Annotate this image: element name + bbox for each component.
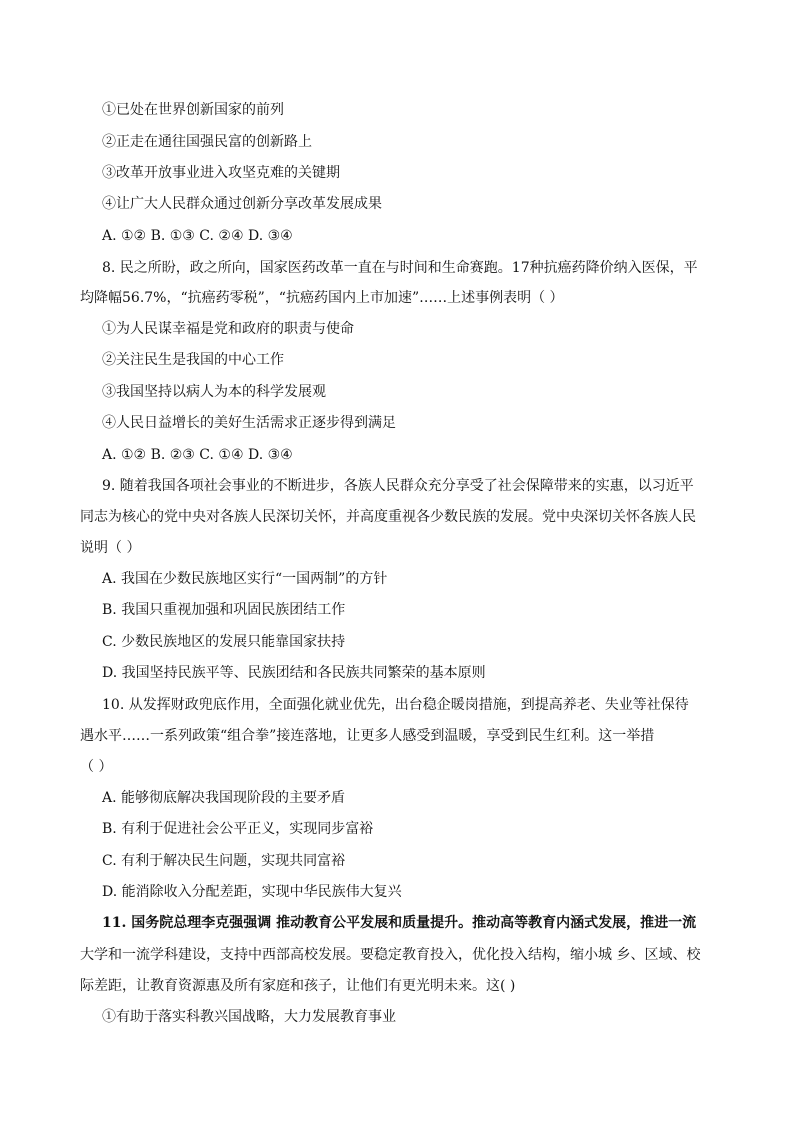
q7-option-2: ②正走在通往国强民富的创新路上 <box>102 134 312 150</box>
q11-stem-line1: 11. 国务院总理李克强强调 推动教育公平发展和质量提升。推动高等教育内涵式发展，推进一流 <box>102 915 697 931</box>
q10-option-a: A. 能够彻底解决我国现阶段的主要矛盾 <box>102 790 346 806</box>
q11-option-1: ①有助于落实科教兴国战略，大力发展教育事业 <box>102 1009 396 1025</box>
q10-stem-line1: 10. 从发挥财政兜底作用，全面强化就业优先，出台稳企暖岗措施，到提高养老、失业等社保待 <box>102 697 689 713</box>
q7-option-3: ③改革开放事业进入攻坚克难的关键期 <box>102 165 340 181</box>
q10-option-c: C. 有利于解决民生问题，实现共同富裕 <box>102 853 346 869</box>
q8-stem-line2: 均降幅56.7%，“抗癌药零税”，“抗癌药国内上市加速”……上述事例表明（ ） <box>80 290 564 306</box>
q10-stem-line3: （ ） <box>80 759 113 775</box>
q9-stem-line2: 同志为核心的党中央对各族人民深切关怀，并高度重视各少数民族的发展。党中央深切关怀各族人民 <box>80 509 696 525</box>
q8-option-4: ④人民日益增长的美好生活需求正逐步得到满足 <box>102 415 396 431</box>
q10-option-b: B. 有利于促进社会公平正义，实现同步富裕 <box>102 821 374 837</box>
q11-stem-line2: 大学和一流学科建设，支持中西部高校发展。要稳定教育投入，优化投入结构，缩小城 乡、区域、校 <box>80 947 701 963</box>
q10-stem-line2: 遇水平……一系列政策“组合拳”接连落地，让更多人感受到温暖，享受到民生红利。这一举措 <box>80 728 655 744</box>
q7-option-1: ①已处在世界创新国家的前列 <box>102 102 284 118</box>
q9-stem-line1: 9. 随着我国各项社会事业的不断进步，各族人民群众充分享受了社会保障带来的实惠，以习近平 <box>102 478 694 494</box>
q11-stem-line3: 际差距，让教育资源惠及所有家庭和孩子，让他们有更光明未来。这( ) <box>80 978 516 994</box>
q8-option-1: ①为人民谋幸福是党和政府的职责与使命 <box>102 321 354 337</box>
q9-option-a: A. 我国在少数民族地区实行“一国两制”的方针 <box>102 571 388 587</box>
q9-option-c: C. 少数民族地区的发展只能靠国家扶持 <box>102 634 346 650</box>
q9-option-d: D. 我国坚持民族平等、民族团结和各民族共同繁荣的基本原则 <box>102 665 486 681</box>
q8-option-2: ②关注民生是我国的中心工作 <box>102 352 284 368</box>
q9-stem-line3: 说明（ ） <box>80 540 141 556</box>
q8-choices: A. ①② B. ②③ C. ①④ D. ③④ <box>102 447 293 463</box>
q8-option-3: ③我国坚持以病人为本的科学发展观 <box>102 384 326 400</box>
q10-option-d: D. 能消除收入分配差距，实现中华民族伟大复兴 <box>102 884 402 900</box>
q7-option-4: ④让广大人民群众通过创新分享改革发展成果 <box>102 196 382 212</box>
q8-stem-line1: 8. 民之所盼，政之所向，国家医药改革一直在与时间和生命赛跑。17种抗癌药降价纳入医保，平 <box>102 260 698 276</box>
q7-choices: A. ①② B. ①③ C. ②④ D. ③④ <box>102 228 293 244</box>
q9-option-b: B. 我国只重视加强和巩固民族团结工作 <box>102 602 346 618</box>
